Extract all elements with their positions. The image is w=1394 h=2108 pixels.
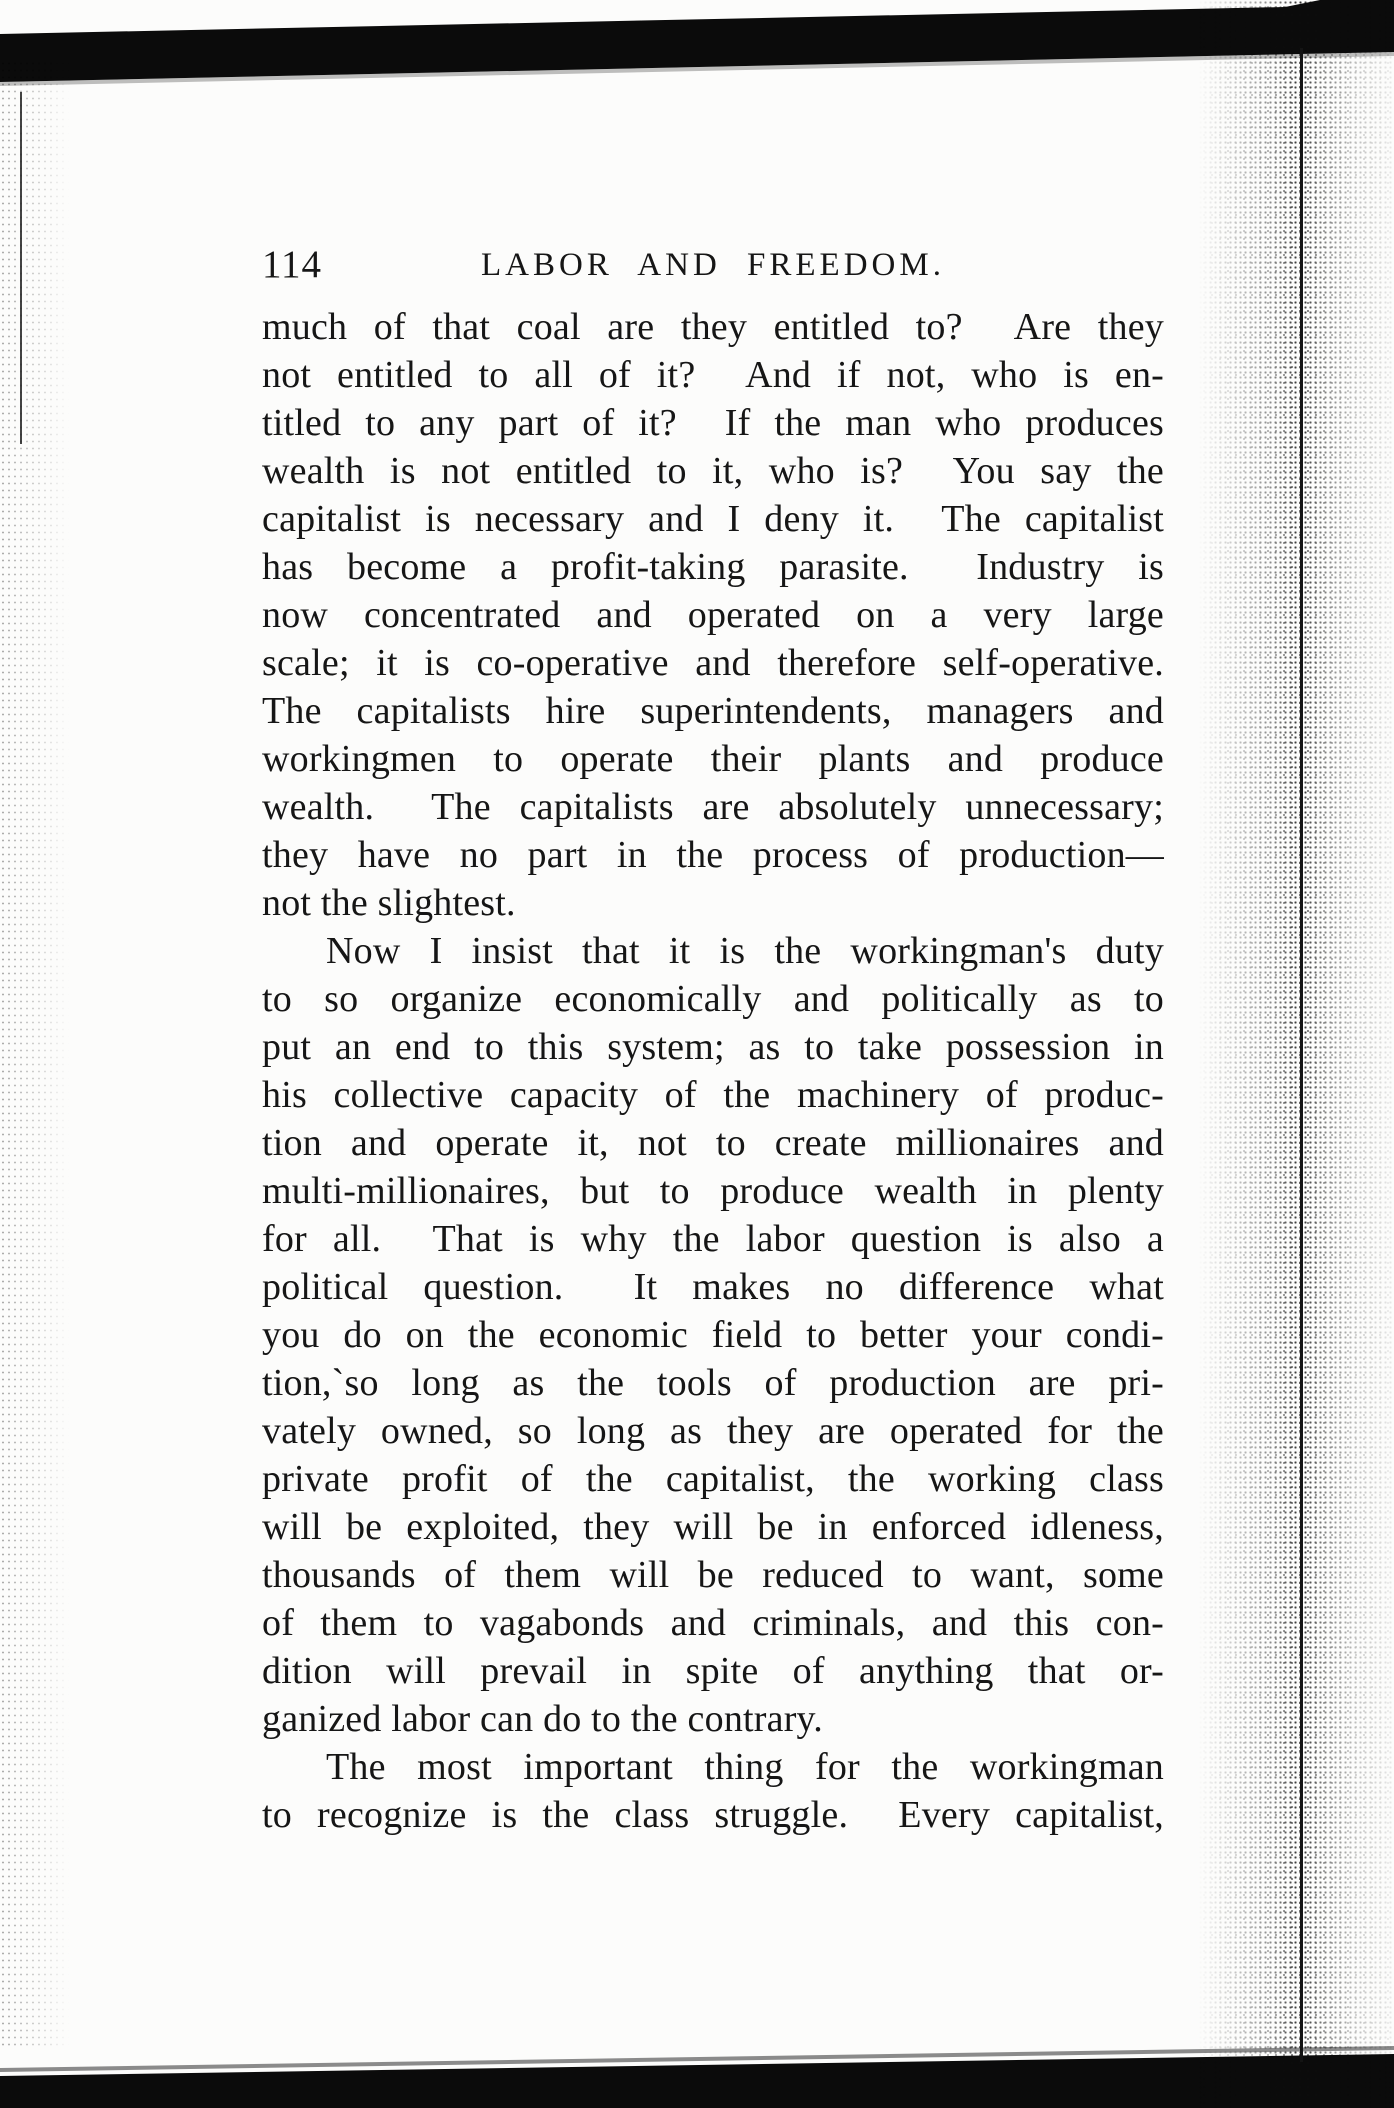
text-line: political question. It makes no difference what [262, 1266, 1164, 1308]
text-line: to so organize economically and politically as to [262, 978, 1164, 1020]
text-line: dition will prevail in spite of anything that or- [262, 1650, 1164, 1692]
text-line-paragraph-end: ganized labor can do to the contrary. [262, 1698, 823, 1740]
bottom-page-edge-line [0, 2046, 1394, 2072]
text-line: to recognize is the class struggle. Every capitalist, [262, 1794, 1164, 1836]
text-line: thousands of them will be reduced to want, some [262, 1554, 1164, 1596]
text-line: much of that coal are they entitled to? Are they [262, 306, 1164, 348]
text-line: has become a profit-taking parasite. Industry is [262, 546, 1164, 588]
text-line-paragraph-start: The most important thing for the workingman [326, 1746, 1164, 1788]
text-line: his collective capacity of the machinery of produc- [262, 1074, 1164, 1116]
page-number: 114 [262, 243, 323, 286]
text-line: now concentrated and operated on a very large [262, 594, 1164, 636]
text-line: they have no part in the process of production— [262, 834, 1164, 876]
text-line: tion and operate it, not to create millionaires and [262, 1122, 1164, 1164]
text-line: put an end to this system; as to take possession in [262, 1026, 1164, 1068]
left-edge-speckle [0, 60, 70, 2050]
text-line: private profit of the capitalist, the working class [262, 1458, 1164, 1500]
text-line-paragraph-end: not the slightest. [262, 882, 516, 924]
text-line: for all. That is why the labor question is also a [262, 1218, 1164, 1260]
text-line-paragraph-start: Now I insist that it is the workingman's duty [326, 930, 1164, 972]
text-line: vately owned, so long as they are operated for the [262, 1410, 1164, 1452]
text-line: of them to vagabonds and criminals, and this con- [262, 1602, 1164, 1644]
page-edge-texture [1198, 0, 1394, 2108]
text-line: capitalist is necessary and I deny it. The capitalist [262, 498, 1164, 540]
text-line: tion,`so long as the tools of production are pri- [262, 1362, 1164, 1404]
left-edge-scan-line [20, 92, 22, 444]
bottom-binding-band [0, 2054, 1394, 2108]
text-line: multi-millionaires, but to produce wealth in plenty [262, 1170, 1164, 1212]
text-line: not entitled to all of it? And if not, who is en- [262, 354, 1164, 396]
text-line: wealth is not entitled to it, who is? You say the [262, 450, 1164, 492]
body-text [262, 303, 1164, 1839]
text-line: will be exploited, they will be in enforced idleness, [262, 1506, 1164, 1548]
gutter-shadow-line [1300, 48, 1303, 2062]
text-line: titled to any part of it? If the man who produces [262, 402, 1164, 444]
text-line: The capitalists hire superintendents, managers and [262, 690, 1164, 732]
top-binding-band [0, 0, 1394, 82]
text-line: workingmen to operate their plants and produce [262, 738, 1164, 780]
running-title: LABOR AND FREEDOM. [481, 247, 945, 283]
text-line: scale; it is co-operative and therefore self-operative. [262, 642, 1164, 684]
top-band-shadow [0, 52, 1394, 86]
text-line: wealth. The capitalists are absolutely unnecessary; [262, 786, 1164, 828]
text-line: you do on the economic field to better your condi- [262, 1314, 1164, 1356]
